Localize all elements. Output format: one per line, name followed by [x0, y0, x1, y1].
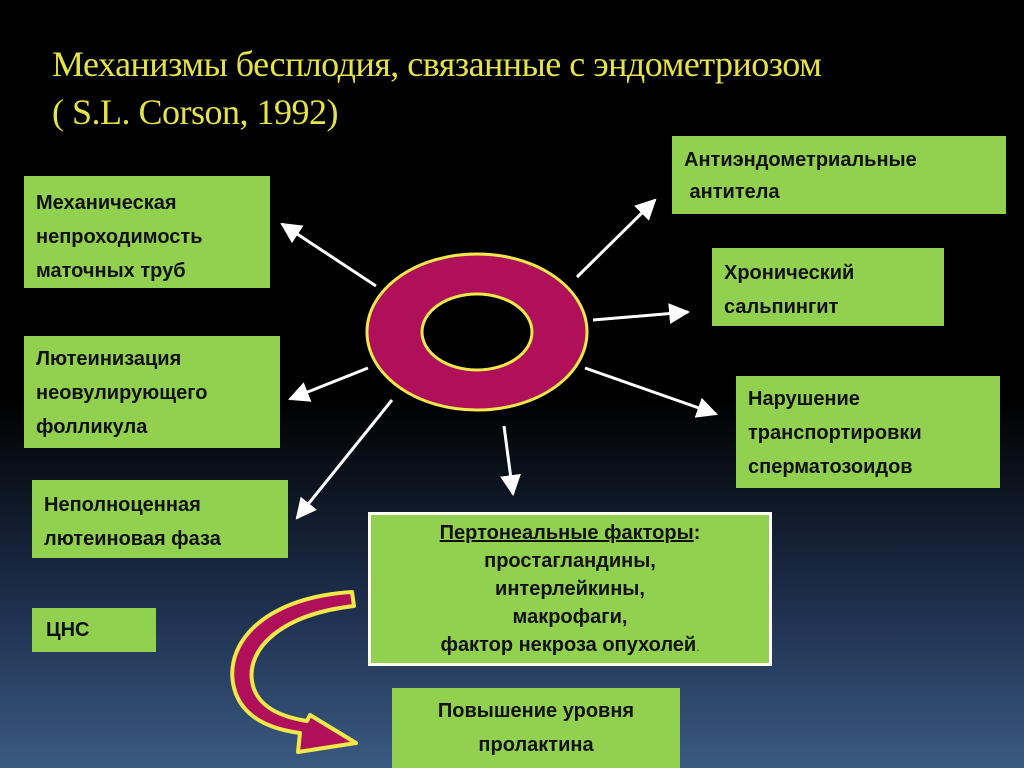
arrow-to-salpingitis	[593, 312, 688, 320]
arrow-to-luteal-phase	[297, 400, 392, 518]
box-peritoneal-factors	[368, 512, 772, 666]
box-luteinization-line-3: фолликула	[36, 416, 148, 438]
box-luteal-phase-defect	[32, 480, 288, 558]
curved-arrow-icon	[232, 592, 356, 752]
box-peritoneal-colon: :	[693, 522, 701, 544]
box-cns	[32, 608, 156, 652]
box-chronic-salpingitis	[712, 248, 944, 326]
box-luteinization	[24, 336, 280, 448]
radiating-arrows	[282, 200, 716, 518]
box-sperm-transport-line-2: транспортировки	[748, 422, 922, 444]
slide-title-line-2: ( S.L. Corson, 1992)	[52, 92, 338, 132]
box-sperm-transport-line-1: Нарушение	[748, 388, 860, 410]
box-prolactin-increase	[392, 688, 680, 768]
box-luteal-phase-line-1: Неполноценная	[44, 494, 201, 516]
arrow-to-sperm-transport	[585, 368, 716, 414]
box-mechanical-line-3: маточных труб	[36, 260, 186, 282]
box-salpingitis-line-2: сальпингит	[724, 296, 839, 318]
box-antiendometrial-line-2: антитела	[684, 181, 780, 203]
endometriosis-ring-icon	[367, 254, 587, 410]
box-sperm-transport-disorder	[736, 376, 1000, 488]
box-peritoneal-item-3: макрофаги,	[512, 606, 628, 628]
arrow-to-mechanical	[282, 224, 376, 286]
box-prolactin-line-1: Повышение уровня	[437, 700, 635, 722]
box-sperm-transport-line-3: сперматозоидов	[748, 456, 913, 478]
box-prolactin-line-2: пролактина	[478, 734, 594, 756]
box-luteal-phase-line-2: лютеиновая фаза	[44, 528, 221, 550]
box-peritoneal-item-4: фактор некроза опухолей	[440, 634, 697, 656]
box-peritoneal-item-2: интерлейкины,	[495, 578, 645, 600]
box-mechanical-line-2: непроходимость	[36, 226, 203, 248]
box-mechanical-obstruction	[24, 176, 270, 288]
box-peritoneal-heading: Пертонеальные факторы	[439, 522, 694, 544]
slide-title-line-1: Механизмы бесплодия, связанные с эндометриозом	[52, 44, 822, 84]
arrow-to-luteinization	[290, 368, 368, 399]
box-peritoneal-heading-line	[371, 519, 769, 547]
arrow-to-antiendometrial	[577, 200, 655, 277]
box-peritoneal-item-4-line	[371, 631, 769, 661]
box-luteinization-line-2: неовулирующего	[36, 382, 208, 404]
box-peritoneal-trailing-dot: .	[696, 640, 700, 654]
box-cns-label: ЦНС	[46, 619, 90, 641]
arrow-to-peritoneal	[504, 426, 513, 494]
box-antiendometrial-antibodies	[672, 136, 1006, 214]
box-luteinization-line-1: Лютеинизация	[36, 348, 182, 370]
box-salpingitis-line-1: Хронический	[724, 262, 855, 284]
box-mechanical-line-1: Механическая	[36, 192, 177, 214]
box-antiendometrial-line-1: Антиэндометриальные	[684, 149, 917, 171]
box-peritoneal-item-1: простагландины,	[484, 550, 656, 572]
